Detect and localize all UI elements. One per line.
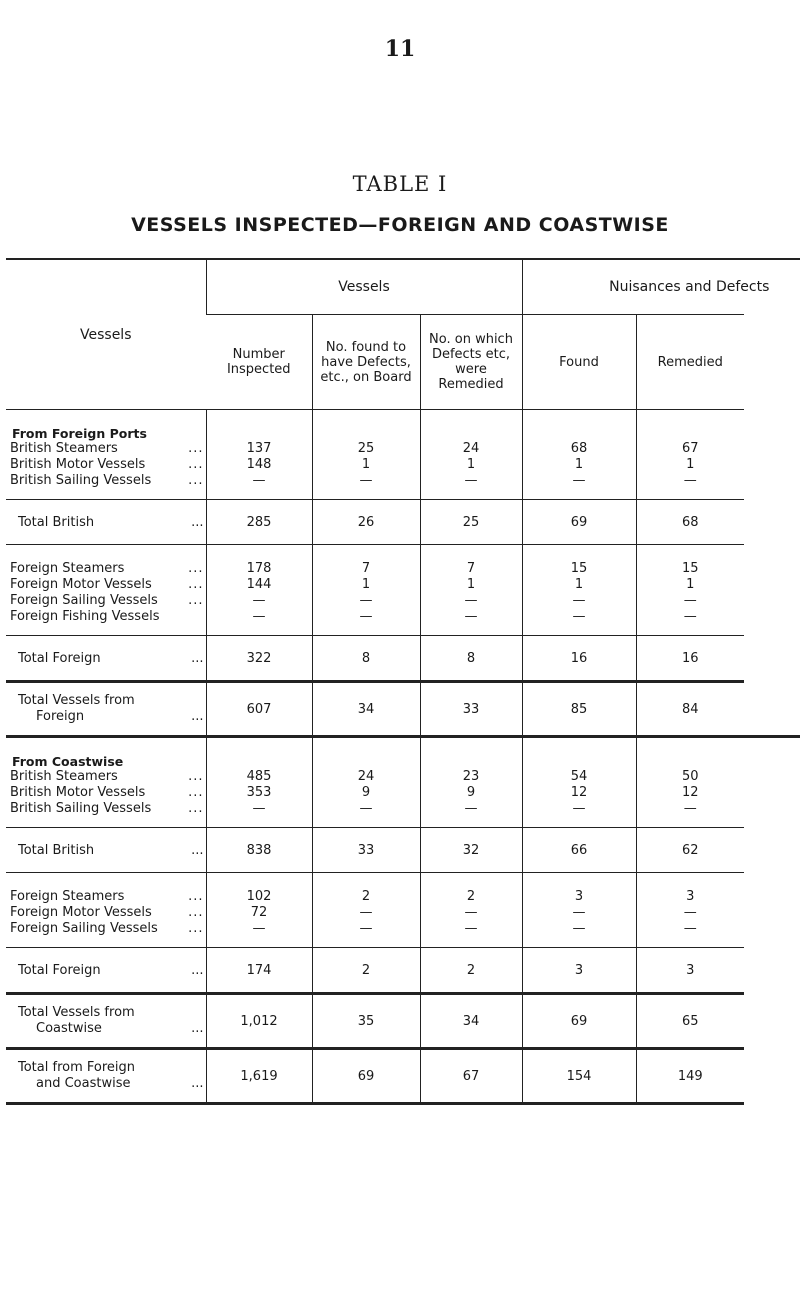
row-label-cell <box>6 948 206 994</box>
cell <box>312 545 420 636</box>
leader-dots: ... <box>188 441 204 456</box>
cell-value: 23 <box>462 769 480 784</box>
cell-value: 16 <box>636 636 744 682</box>
cell-value: 148 <box>246 457 272 472</box>
cell-value: 9 <box>361 785 371 800</box>
cell-value: — <box>464 921 478 936</box>
row-label: British Motor Vessels <box>10 785 146 800</box>
cell <box>420 873 522 948</box>
cell <box>206 545 312 636</box>
cell <box>420 410 522 500</box>
cell-value: 68 <box>570 441 588 456</box>
row-label: British Motor Vessels <box>10 457 146 472</box>
cell-value: — <box>252 609 266 624</box>
cell-value: 33 <box>420 682 522 737</box>
cell-value: — <box>359 801 373 816</box>
row-label: Total Foreign <box>18 650 101 666</box>
cell-value: — <box>252 801 266 816</box>
row-label-cell <box>6 1049 206 1104</box>
cell <box>206 737 312 828</box>
cell <box>636 873 744 948</box>
nuisances-group-header: Nuisances and Defects <box>522 259 800 315</box>
row-label: Foreign Sailing Vessels <box>10 921 158 936</box>
cell-value: 1 <box>466 457 476 472</box>
table-row <box>6 828 800 873</box>
cell <box>636 410 744 500</box>
leader-dots: ... <box>191 962 204 978</box>
row-label-cell <box>6 500 206 545</box>
cell-value: 72 <box>250 905 268 920</box>
table-subtitle: VESSELS INSPECTED—FOREIGN AND COASTWISE <box>131 214 669 236</box>
cell <box>312 873 420 948</box>
cell-value: — <box>252 473 266 488</box>
cell-value: 102 <box>246 889 272 904</box>
cell <box>312 737 420 828</box>
cell <box>312 410 420 500</box>
table-row <box>6 682 800 737</box>
cell-value: 12 <box>681 785 699 800</box>
leader-dots: ... <box>188 801 204 816</box>
cell <box>206 873 312 948</box>
cell-value: — <box>252 921 266 936</box>
row-labels <box>6 873 206 948</box>
cell <box>206 410 312 500</box>
cell <box>636 737 744 828</box>
cell-value: 144 <box>246 577 272 592</box>
cell-value: — <box>683 921 697 936</box>
cell-value: 68 <box>636 500 744 545</box>
leader-dots: ... <box>191 1076 204 1091</box>
cell-value: 69 <box>522 500 636 545</box>
cell-value: 65 <box>636 994 744 1049</box>
remedied-header: Remedied <box>636 315 744 410</box>
cell-value: 50 <box>681 769 699 784</box>
section-heading: From Foreign Ports <box>12 426 147 441</box>
row-label: Foreign <box>36 709 85 724</box>
table-title: TABLE I <box>352 172 448 196</box>
cell-value: 9 <box>466 785 476 800</box>
leader-dots: ... <box>188 457 204 472</box>
table-row <box>6 545 800 636</box>
cell-value: — <box>572 905 586 920</box>
leader-dots: ... <box>191 514 204 530</box>
cell-value: 8 <box>420 636 522 682</box>
cell-value: — <box>572 801 586 816</box>
cell-value: 1 <box>466 577 476 592</box>
row-labels <box>6 737 206 828</box>
table-row <box>6 410 800 500</box>
cell-value: 69 <box>522 994 636 1049</box>
row-label: British Sailing Vessels <box>10 801 152 816</box>
cell-value: 24 <box>357 769 375 784</box>
cell <box>522 545 636 636</box>
cell-value: 1 <box>686 457 695 472</box>
row-label: Foreign Steamers <box>10 561 125 576</box>
leader-dots: ... <box>188 921 204 936</box>
cell-value: 26 <box>312 500 420 545</box>
cell-value: 2 <box>466 889 476 904</box>
leader-dots: ... <box>188 785 204 800</box>
cell-value: 16 <box>522 636 636 682</box>
cell-value: 35 <box>312 994 420 1049</box>
cell-value: 85 <box>522 682 636 737</box>
row-label: and Coastwise <box>36 1076 131 1091</box>
leader-dots: ... <box>188 905 204 920</box>
cell-value: 15 <box>681 561 699 576</box>
cell-value: — <box>464 905 478 920</box>
table-row <box>6 500 800 545</box>
cell <box>420 737 522 828</box>
row-label: Foreign Steamers <box>10 889 125 904</box>
cell-value: — <box>683 609 697 624</box>
cell-value: 3 <box>636 948 744 994</box>
row-label: Total British <box>18 842 95 858</box>
cell-value: 24 <box>462 441 480 456</box>
cell-value: 1,619 <box>206 1049 312 1104</box>
table-row <box>6 737 800 828</box>
leader-dots: ... <box>188 593 204 608</box>
row-label: Total Vessels from <box>18 693 135 708</box>
found-header: Found <box>522 315 636 410</box>
cell-value: 353 <box>246 785 272 800</box>
cell-value: 1,012 <box>206 994 312 1049</box>
cell-value: 3 <box>522 948 636 994</box>
page-number: 11 <box>384 36 416 62</box>
row-label: Foreign Fishing Vessels <box>10 609 160 624</box>
cell-value: — <box>683 801 697 816</box>
row-label: British Steamers <box>10 769 118 784</box>
cell-value: 1 <box>361 577 371 592</box>
leader-dots: ... <box>191 650 204 666</box>
cell-value: 15 <box>570 561 588 576</box>
cell-value: 178 <box>246 561 272 576</box>
cell-value: 1 <box>574 457 584 472</box>
cell-value: 7 <box>361 561 371 576</box>
leader-dots: ... <box>188 473 204 488</box>
cell-value: — <box>359 921 373 936</box>
cell-value: 67 <box>420 1049 522 1104</box>
table-row <box>6 1049 800 1104</box>
vessels-table <box>6 258 800 1105</box>
cell-value: — <box>683 473 697 488</box>
leader-dots: ... <box>188 889 204 904</box>
cell-value: 2 <box>361 889 371 904</box>
cell-value: — <box>572 609 586 624</box>
row-labels <box>6 545 206 636</box>
cell-value: — <box>464 473 478 488</box>
table-row <box>6 873 800 948</box>
cell <box>522 873 636 948</box>
row-labels <box>6 410 206 500</box>
cell-value: 8 <box>312 636 420 682</box>
cell-value: 62 <box>636 828 744 873</box>
cell-value: 607 <box>206 682 312 737</box>
cell-value: 54 <box>570 769 588 784</box>
no-remedied-header: No. on which Defects etc, were Remedied <box>420 315 522 410</box>
cell-value: — <box>683 593 697 608</box>
row-label: Total Foreign <box>18 962 101 978</box>
table-row <box>6 636 800 682</box>
cell-value: 485 <box>246 769 272 784</box>
no-found-defects-header: No. found to have Defects, etc., on Board <box>312 315 420 410</box>
cell-value: — <box>359 609 373 624</box>
table-row <box>6 948 800 994</box>
row-label-cell <box>6 682 206 737</box>
leader-dots: ... <box>188 769 204 784</box>
cell-value: 2 <box>312 948 420 994</box>
row-label: Total British <box>18 514 95 530</box>
cell-value: 838 <box>206 828 312 873</box>
cell-value: — <box>359 905 373 920</box>
cell-value: 12 <box>570 785 588 800</box>
cell-value: 32 <box>420 828 522 873</box>
row-label: Coastwise <box>36 1021 102 1036</box>
cell-value: 174 <box>206 948 312 994</box>
cell-value: 1 <box>686 577 695 592</box>
row-label: Foreign Motor Vessels <box>10 905 152 920</box>
row-label: Foreign Sailing Vessels <box>10 593 158 608</box>
row-label: Total Vessels from <box>18 1005 135 1020</box>
cell-value: — <box>464 801 478 816</box>
row-label: British Sailing Vessels <box>10 473 152 488</box>
cell-value: 69 <box>312 1049 420 1104</box>
row-label: Foreign Motor Vessels <box>10 577 152 592</box>
cell-value: 137 <box>246 441 272 456</box>
leader-dots: ... <box>191 709 204 724</box>
cell-value: 322 <box>206 636 312 682</box>
leader-dots: ... <box>188 577 204 592</box>
cell-value: 67 <box>681 441 699 456</box>
cell-value: — <box>572 593 586 608</box>
cell-value: 3 <box>574 889 584 904</box>
cell-value: 1 <box>361 457 371 472</box>
cell-value: 33 <box>312 828 420 873</box>
vessels-group-header: Vessels <box>206 259 522 315</box>
cell-value: — <box>359 593 373 608</box>
leader-dots: ... <box>188 561 204 576</box>
cell-value: 7 <box>466 561 476 576</box>
leader-dots: ... <box>191 1021 204 1036</box>
row-label-cell <box>6 828 206 873</box>
cell-value: — <box>572 921 586 936</box>
cell-value: 149 <box>636 1049 744 1104</box>
cell-value: 25 <box>357 441 375 456</box>
row-label: Total from Foreign <box>18 1060 136 1075</box>
row-label-cell <box>6 994 206 1049</box>
cell-value: 154 <box>522 1049 636 1104</box>
row-label: British Steamers <box>10 441 118 456</box>
number-inspected-header: Number Inspected <box>206 315 312 410</box>
cell-value: 84 <box>636 682 744 737</box>
cell-value: — <box>359 473 373 488</box>
cell-value: 66 <box>522 828 636 873</box>
leader-dots: ... <box>191 842 204 858</box>
cell-value: — <box>683 905 697 920</box>
row-label-cell <box>6 636 206 682</box>
table-row <box>6 994 800 1049</box>
cell-value: 285 <box>206 500 312 545</box>
cell-value: 34 <box>312 682 420 737</box>
cell-value: — <box>464 609 478 624</box>
cell <box>522 410 636 500</box>
cell <box>522 737 636 828</box>
cell-value: — <box>572 473 586 488</box>
cell-value: 25 <box>420 500 522 545</box>
cell-value: 3 <box>686 889 695 904</box>
cell-value: 34 <box>420 994 522 1049</box>
cell <box>636 545 744 636</box>
cell-value: — <box>464 593 478 608</box>
vessels-column-header: Vessels <box>6 259 206 410</box>
cell <box>420 545 522 636</box>
cell-value: — <box>252 593 266 608</box>
cell-value: 1 <box>574 577 584 592</box>
cell-value: 2 <box>420 948 522 994</box>
section-heading: From Coastwise <box>12 754 124 769</box>
